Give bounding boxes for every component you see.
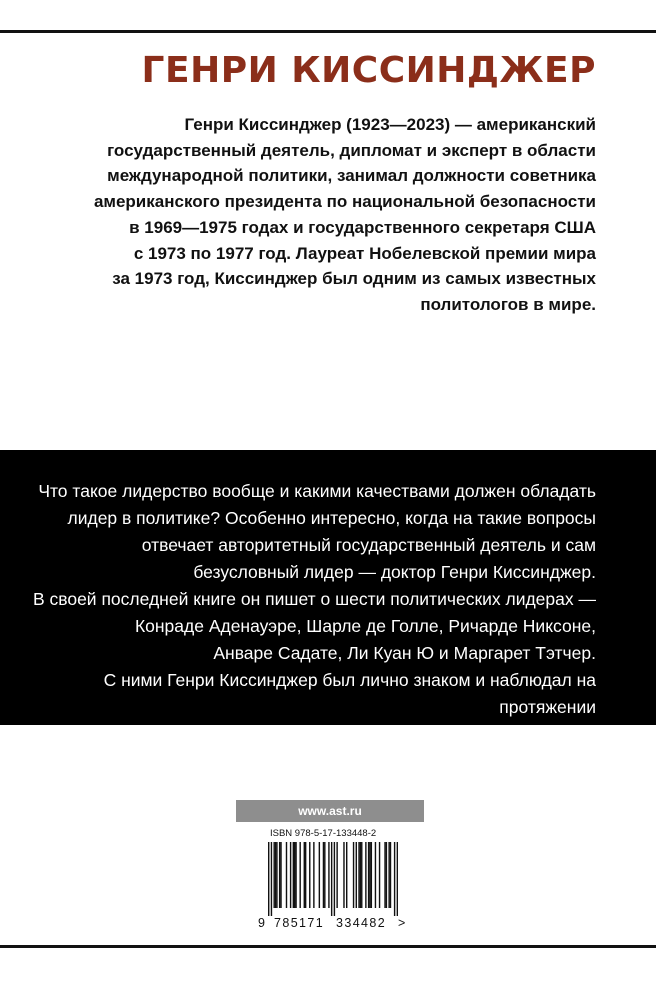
barcode-digits-left: 785171 bbox=[274, 916, 325, 930]
bio-line: политологов в мире. bbox=[420, 294, 596, 314]
barcode-bar bbox=[280, 842, 281, 908]
barcode-bar bbox=[299, 842, 300, 908]
barcode-bar bbox=[305, 842, 306, 908]
bio-line: американского президента по национальной безопасности bbox=[93, 192, 596, 212]
publisher-url: www.ast.ru bbox=[236, 800, 424, 822]
barcode-bar bbox=[343, 842, 344, 908]
barcode-bar bbox=[293, 842, 294, 908]
bottom-rule bbox=[0, 945, 656, 948]
barcode-bar bbox=[328, 842, 329, 908]
barcode-bar bbox=[313, 842, 314, 908]
barcode-bar bbox=[384, 842, 385, 908]
barcode-bar bbox=[279, 842, 280, 908]
barcode-digits-right: 334482 bbox=[336, 916, 387, 930]
bio-line: Генри Киссинджер (1923—2023) — американский bbox=[184, 115, 596, 134]
barcode-bar bbox=[336, 842, 337, 908]
barcode-bar bbox=[268, 842, 269, 916]
barcode-icon bbox=[268, 842, 398, 916]
bio-line: в 1969—1975 годах и государственного секретаря США bbox=[129, 217, 596, 237]
barcode-bar bbox=[295, 842, 296, 908]
book-annotation bbox=[26, 478, 596, 748]
barcode-bar bbox=[394, 842, 395, 916]
barcode-bar bbox=[397, 842, 398, 916]
bio-line: государственный деятель, дипломат и эксперт в области bbox=[107, 140, 596, 160]
barcode-bar bbox=[323, 842, 324, 908]
annotation-line: отвечает авторитетный государственный деятель и сам bbox=[141, 535, 596, 555]
barcode-bar bbox=[309, 842, 310, 908]
barcode-bar bbox=[273, 842, 274, 908]
barcode-bar bbox=[346, 842, 347, 908]
barcode-bar bbox=[390, 842, 391, 908]
barcode-bar bbox=[275, 842, 276, 908]
barcode-bar bbox=[356, 842, 357, 908]
barcode-bar bbox=[353, 842, 354, 908]
annotation-line: Конраде Аденауэре, Шарле де Голле, Ричарде Никсоне, bbox=[134, 616, 596, 636]
barcode-digit-first: 9 bbox=[258, 916, 265, 930]
barcode-bar bbox=[286, 842, 287, 908]
barcode-bar bbox=[294, 842, 295, 908]
barcode-bar bbox=[379, 842, 380, 908]
barcode-bar bbox=[386, 842, 387, 908]
barcode-bar bbox=[388, 842, 389, 908]
bio-line: международной политики, занимал должности советника bbox=[107, 166, 596, 186]
annotation-line: С ними Генри Киссинджер был лично знаком и наблюдал на протяжении bbox=[103, 670, 596, 717]
barcode-bar bbox=[360, 842, 361, 908]
barcode-bar bbox=[369, 842, 370, 908]
barcode-bar bbox=[290, 842, 291, 908]
top-rule bbox=[0, 30, 656, 33]
barcode-bar bbox=[361, 842, 362, 908]
isbn-barcode-block bbox=[258, 828, 408, 936]
bio-line: с 1973 по 1977 год. Лауреат Нобелевской премии мира bbox=[133, 243, 596, 263]
barcode-quiet-mark: > bbox=[398, 916, 406, 930]
barcode-bar bbox=[319, 842, 320, 908]
annotation-line: ряда лет, как их действия меняли ход истории. bbox=[214, 724, 596, 744]
barcode-bar bbox=[324, 842, 325, 908]
barcode-bar bbox=[334, 842, 335, 916]
barcode-bar bbox=[331, 842, 332, 916]
annotation-panel bbox=[0, 450, 656, 744]
annotation-line: Что такое лидерство вообще и какими качествами должен обладать bbox=[38, 481, 596, 501]
barcode-bar bbox=[271, 842, 272, 916]
annotation-line: безусловный лидер — доктор Генри Киссинджер. bbox=[193, 562, 596, 582]
barcode-bar bbox=[358, 842, 359, 908]
annotation-line: Анваре Садате, Ли Куан Ю и Маргарет Тэтчер. bbox=[213, 643, 596, 663]
author-bio bbox=[76, 112, 596, 318]
barcode-bar bbox=[368, 842, 369, 908]
annotation-line: В своей последней книге он пишет о шести политических лидерах — bbox=[32, 589, 596, 609]
bio-line: за 1973 год, Киссинджер был одним из самых известных bbox=[112, 269, 596, 289]
annotation-line: лидер в политике? Особенно интересно, когда на такие вопросы bbox=[67, 508, 596, 528]
barcode-bar bbox=[304, 842, 305, 908]
author-name: ГЕНРИ КИССИНДЖЕР bbox=[141, 50, 596, 91]
barcode-bar bbox=[276, 842, 277, 908]
barcode-bar bbox=[375, 842, 376, 908]
isbn-number: ISBN 978-5-17-133448-2 bbox=[270, 828, 377, 839]
barcode-bar bbox=[365, 842, 366, 908]
barcode-bar bbox=[371, 842, 372, 908]
